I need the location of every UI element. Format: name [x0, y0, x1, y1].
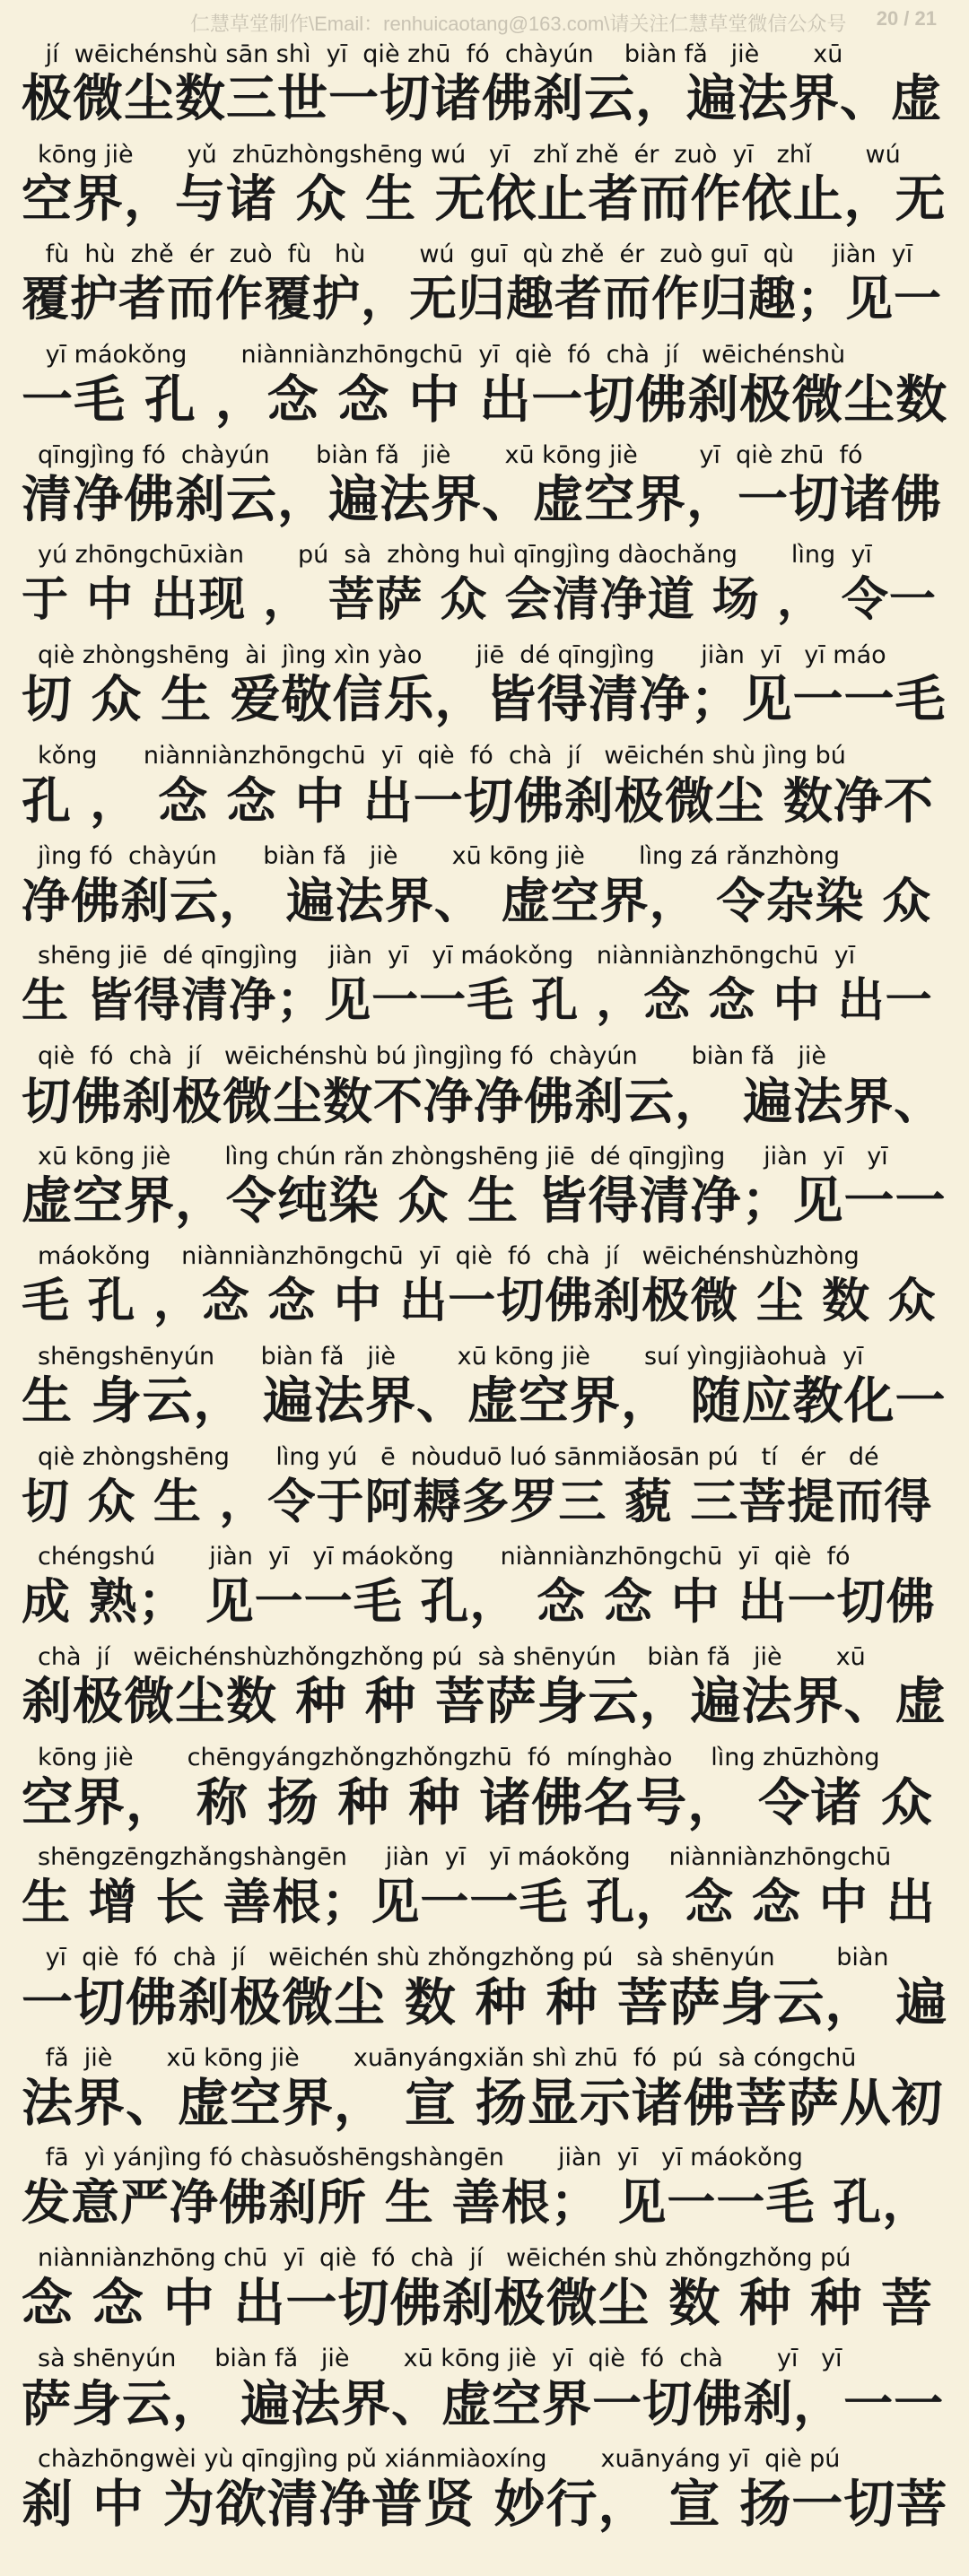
text-line — [22, 635, 947, 735]
text-line — [22, 836, 947, 936]
pinyin-line: shēng jiē dé qīngjìng jiàn yī yī máokǒng niànniànzhōngchū yī — [38, 942, 856, 970]
text-line — [22, 335, 947, 435]
hanzi-line: 法界、虚空界， 宣 扬显示诸佛菩萨从初 — [22, 2073, 944, 2133]
text-line — [22, 2038, 947, 2138]
text-line — [22, 1737, 947, 1838]
pinyin-line: fā yì yánjìng fó chàsuǒshēngshàngēn jiàn yī yī máokǒng — [38, 2144, 803, 2172]
pinyin-line: yī máokǒng niànniànzhōngchū yī qiè fó chà jí wēichénshù — [38, 341, 846, 370]
pinyin-line: chéngshú jiàn yī yī máokǒng niànniànzhōngchū yī qiè fó — [38, 1543, 851, 1571]
pinyin-line: sà shēnyún biàn fǎ jiè xū kōng jiè yī qiè fó chà yī yī — [38, 2344, 842, 2372]
text-line — [22, 1336, 947, 1437]
pinyin-line: qiè zhòngshēng ài jìng xìn yào jiē dé qīngjìng jiàn yī yī máo — [38, 641, 886, 670]
text-line — [22, 2137, 947, 2238]
hanzi-line: 刹 中 为欲清净普贤 妙行， 宣 扬一切菩 — [22, 2474, 948, 2534]
text-line — [22, 535, 947, 635]
pinyin-line: yī qiè fó chà jí wēichén shù zhǒngzhǒng pú sà shēnyún biàn — [38, 1944, 889, 1972]
pinyin-line: qīngjìng fó chàyún biàn fǎ jiè xū kōng jiè yī qiè zhū fó — [38, 440, 863, 469]
hanzi-line: 于 中 出现 ， 菩萨 众 会清净道 场 ， 令一 — [22, 573, 937, 628]
hanzi-line: 切 众 生 爱敬信乐，皆得清净；见一一毛 — [22, 671, 947, 730]
hanzi-line: 成 熟； 见一一毛 孔， 念 念 中 出一切佛 — [22, 1573, 936, 1631]
hanzi-line: 虚空界，令纯染 众 生 皆得清净；见一一 — [22, 1171, 947, 1231]
pinyin-line: chà jí wēichénshùzhǒngzhǒng pú sà shēnyún biàn fǎ jiè xū — [38, 1643, 866, 1671]
text-line — [22, 936, 947, 1036]
pinyin-line: kōng jiè chēngyángzhǒngzhǒngzhū fó mínghào lìng zhūzhòng — [38, 1743, 880, 1771]
hanzi-line: 极微尘数三世一切诸佛刹云，遍法界、虚 — [22, 70, 942, 128]
pinyin-line: xū kōng jiè lìng chún rǎn zhòngshēng jiē dé qīngjìng jiàn yī yī — [38, 1142, 888, 1171]
hanzi-line: 切 众 生 ，令于阿耨多罗三 藐 三菩提而得 — [22, 1474, 933, 1529]
hanzi-line: 净佛刹云， 遍法界、 虚空界， 令杂染 众 — [22, 872, 932, 929]
hanzi-line: 空界，与诸 众 生 无依止者而作依止，无 — [22, 170, 947, 229]
pinyin-line: chàzhōngwèi yù qīngjìng pǔ xiánmiàoxíng xuānyáng yī qiè pú — [38, 2444, 841, 2473]
text-line — [22, 1437, 947, 1537]
text-line — [22, 2439, 947, 2539]
hanzi-line: 切佛刹极微尘数不净净佛刹云， 遍法界、 — [22, 1072, 945, 1130]
hanzi-line: 空界， 称 扬 种 种 诸佛名号， 令诸 众 — [22, 1772, 933, 1832]
watermark-title: 仁慧草堂制作\Email：renhuicaotang@163.com\请关注仁慧草堂微信公众号 — [190, 13, 847, 35]
text-line — [22, 234, 947, 335]
hanzi-line: 生 皆得清净；见一一毛 孔 ，念 念 中 出一 — [22, 974, 933, 1029]
text-line — [22, 1236, 947, 1336]
pinyin-line: kōng jiè yǔ zhūzhòngshēng wú yī zhǐ zhě ér zuò yī zhǐ wú — [38, 140, 901, 169]
hanzi-line: 一毛 孔 ，念 念 中 出一切佛刹极微尘数 — [22, 370, 948, 431]
text-line — [22, 1536, 947, 1637]
hanzi-line: 生 增 长 善根；见一一毛 孔，念 念 中 出 — [22, 1874, 936, 1931]
pinyin-line: fù hù zhě ér zuò fù hù wú guī qù zhě ér zuò guī qù jiàn yī — [38, 240, 913, 269]
pinyin-line: shēngzēngzhǎngshàngēn jiàn yī yī máokǒng niànniànzhōngchū — [38, 1843, 892, 1872]
pinyin-line: máokǒng niànniànzhōngchū yī qiè fó chà jí wēichénshùzhòng — [38, 1242, 860, 1271]
text-line — [22, 735, 947, 836]
hanzi-line: 念 念 中 出一切佛刹极微尘 数 种 种 菩 — [22, 2274, 933, 2334]
pinyin-line: fǎ jiè xū kōng jiè xuānyángxiǎn shì zhū fó pú sà cóngchū — [38, 2043, 857, 2072]
text-line — [22, 2338, 947, 2439]
hanzi-line: 清净佛刹云，遍法界、虚空界，一切诸佛 — [22, 470, 942, 529]
pinyin-line: shēngshēnyún biàn fǎ jiè xū kōng jiè suí yìngjiàohuà yī — [38, 1342, 864, 1371]
hanzi-line: 覆护者而作覆护，无归趣者而作归趣；见一 — [22, 272, 942, 327]
text-line — [22, 1837, 947, 1937]
pinyin-line: niànniànzhōng chū yī qiè fó chà jí wēichén shù zhǒngzhǒng pú — [38, 2244, 851, 2273]
text-line — [22, 34, 947, 135]
text-line — [22, 1637, 947, 1737]
hanzi-line: 发意严净佛刹所 生 善根； 见一一毛 孔， — [22, 2174, 932, 2232]
text-line — [22, 1136, 947, 1237]
sutra-text — [22, 34, 947, 2538]
text-line — [22, 435, 947, 535]
hanzi-line: 一切佛刹极微尘 数 种 种 菩萨身云， 遍 — [22, 1973, 948, 2033]
text-line — [22, 2238, 947, 2338]
hanzi-line: 生 身云， 遍法界、虚空界， 随应教化一 — [22, 1371, 947, 1431]
page-number: 20 / 21 — [876, 7, 937, 30]
pinyin-line: kǒng niànniànzhōngchū yī qiè fó chà jí wēichén shù jìng bú — [38, 741, 846, 770]
hanzi-line: 刹极微尘数 种 种 菩萨身云，遍法界、虚 — [22, 1673, 947, 1731]
hanzi-line: 孔 ， 念 念 中 出一切佛刹极微尘 数净不 — [22, 771, 934, 830]
pinyin-line: jìng fó chàyún biàn fǎ jiè xū kōng jiè lìng zá rǎnzhòng — [38, 841, 840, 870]
pinyin-line: jí wēichénshù sān shì yī qiè zhū fó chàyún biàn fǎ jiè xū — [38, 40, 843, 68]
pinyin-line: qiè zhòngshēng lìng yú ē nòuduō luó sānmiǎosān pú tí ér dé — [38, 1442, 879, 1471]
hanzi-line: 毛 孔 ，念 念 中 出一切佛刹极微 尘 数 众 — [22, 1274, 937, 1329]
text-line — [22, 1937, 947, 2038]
pinyin-line: yú zhōngchūxiàn pú sà zhòng huì qīngjìng dàochǎng lìng yī — [38, 541, 872, 570]
text-line — [22, 1036, 947, 1136]
text-line — [22, 135, 947, 235]
pinyin-line: qiè fó chà jí wēichénshù bú jìngjìng fó chàyún biàn fǎ jiè — [38, 1041, 826, 1070]
hanzi-line: 萨身云， 遍法界、虚空界一切佛刹，一一 — [22, 2374, 945, 2432]
